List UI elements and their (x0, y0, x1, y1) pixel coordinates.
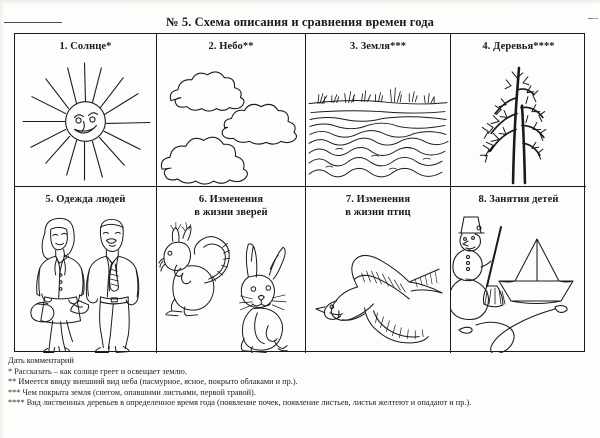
scan-edge-left (0, 0, 5, 438)
footnote-2: ** Имеется ввиду внешний вид неба (пасмурное, ясное, покрыто облаками и пр.). (8, 377, 298, 387)
table-cell-sky (157, 34, 306, 187)
table-cell-sun (15, 34, 157, 187)
cell-title-birds-line1: 7. Изменения (345, 194, 411, 205)
scan-edge-right (593, 0, 600, 438)
page-title: № 5. Схема описания и сравнения времен года (165, 15, 435, 29)
footnote-4: **** Вид лиственных деревьев в определенное время года (появление почек, появление листьев, листья желтеют и опадают и пр.). (8, 398, 472, 408)
snowman-boat-jumprope-icon (451, 209, 586, 353)
sun-with-face-icon (15, 56, 156, 186)
table-cell-trees (451, 34, 586, 187)
cell-title-animals-line2: в жизни зверей (194, 207, 268, 218)
footnote-1: * Рассказать – как солнце греет и освещает землю. (8, 366, 187, 376)
cell-title-birds-line2: в жизни птиц (345, 207, 411, 218)
footnotes-heading: Дать комментарий (8, 356, 74, 365)
bare-tree-icon (451, 56, 586, 186)
swallow-bird-icon (306, 221, 450, 353)
squirrel-and-hare-icon (157, 221, 305, 353)
cell-title-sun: 1. Солнце* (59, 41, 112, 52)
cell-title-trees: 4. Деревья**** (482, 41, 555, 52)
clouds-icon (157, 56, 305, 186)
table-cell-animals (157, 187, 306, 353)
footnotes (8, 356, 594, 409)
cell-title-children-activities: 8. Занятия детей (478, 194, 559, 205)
cell-title-sky: 2. Небо** (208, 41, 254, 52)
ground-with-grass-icon (306, 56, 450, 186)
schema-table (14, 33, 585, 352)
table-cell-earth (306, 34, 451, 187)
scan-edge-top (0, 0, 600, 4)
table-cell-children-activities (451, 187, 586, 353)
footnote-3: *** Чем покрыта земля (снегом, опавшими листьями, первой травой). (8, 387, 256, 397)
cell-title-animals (157, 187, 305, 219)
table-cell-birds (306, 187, 451, 353)
people-in-clothing-icon (15, 209, 156, 353)
table-cell-clothing (15, 187, 157, 353)
cell-title-animals-line1: 6. Изменения (198, 194, 264, 205)
cell-title-clothing: 5. Одежда людей (45, 194, 126, 205)
cell-title-birds (306, 187, 450, 219)
cell-title-earth: 3. Земля*** (349, 41, 407, 52)
